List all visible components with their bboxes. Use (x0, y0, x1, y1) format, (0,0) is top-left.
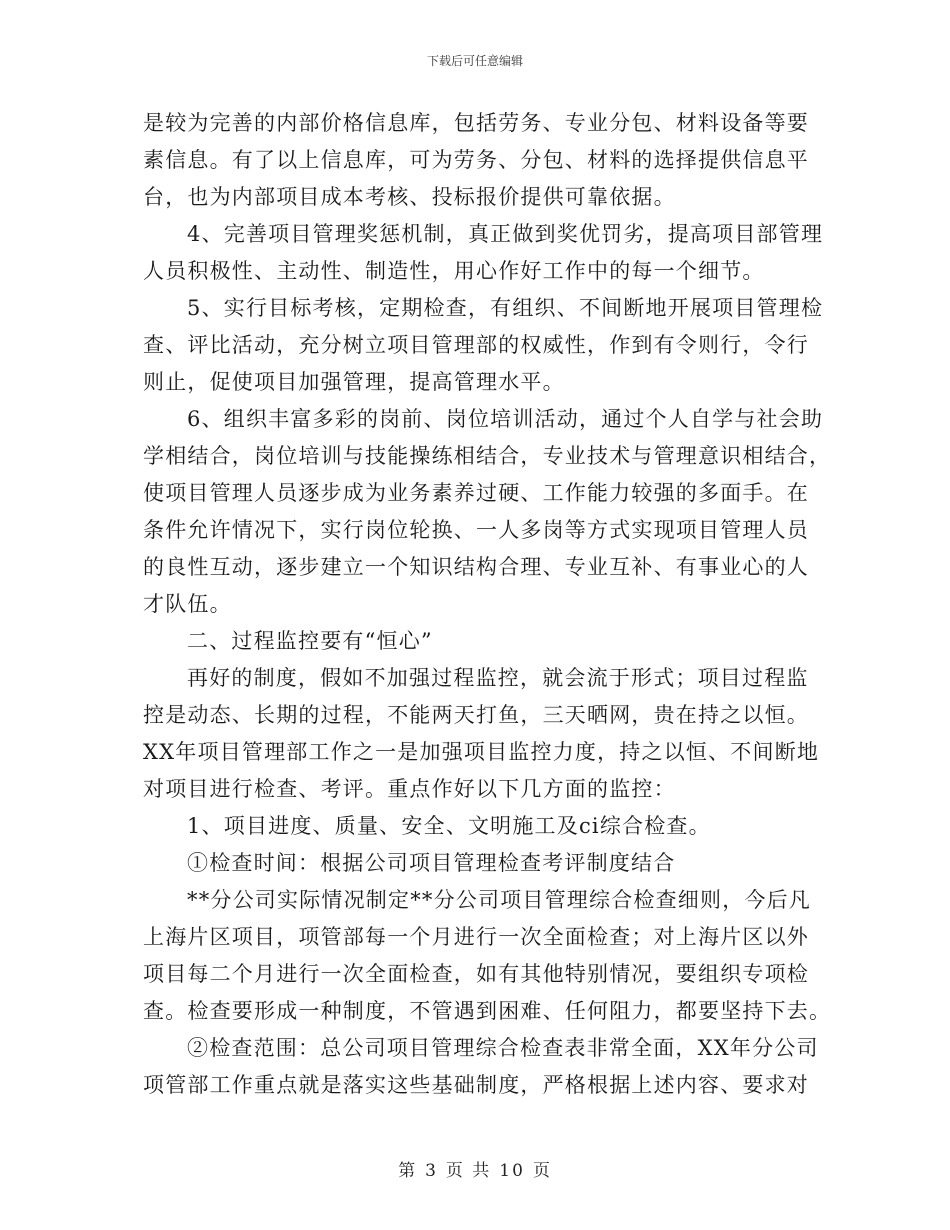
text-line: ②检查范围：总公司项目管理综合检查表非常全面，XX年分公司 (187, 1036, 819, 1060)
text-line: **分公司实际情况制定**分公司项目管理综合检查细则，今后凡 (187, 888, 811, 912)
text-line: 的良性互动，逐步建立一个知识结构合理、专业互补、有事业心的人 (143, 555, 809, 579)
text-line: 素信息。有了以上信息库，可为劳务、分包、材料的选择提供信息平 (143, 148, 809, 172)
text-line: XX年项目管理部工作之一是加强项目监控力度，持之以恒、不间断地 (143, 740, 820, 764)
page-header: 下载后可任意编辑 (426, 54, 523, 68)
text-line: 项目每二个月进行一次全面检查，如有其他特别情况，要组织专项检 (143, 962, 809, 986)
text-line: 项管部工作重点就是落实这些基础制度，严格根据上述内容、要求对 (143, 1073, 809, 1097)
text-line: 台，也为内部项目成本考核、投标报价提供可靠依据。 (143, 185, 676, 209)
text-line: 4、完善项目管理奖惩机制，真正做到奖优罚劣，提高项目部管理 (187, 222, 824, 246)
footer-total-pages: 10 (499, 1161, 525, 1181)
text-line: 查、评比活动，充分树立项目管理部的权威性，作到有令则行，令行 (143, 333, 809, 357)
text-line: 是较为完善的内部价格信息库，包括劳务、专业分包、材料设备等要 (143, 111, 809, 135)
text-line: 上海片区项目，项管部每一个月进行一次全面检查；对上海片区以外 (143, 925, 809, 949)
text-line: 条件允许情况下，实行岗位轮换、一人多岗等方式实现项目管理人员 (143, 518, 809, 542)
text-line: 再好的制度，假如不加强过程监控，就会流于形式；项目过程监 (187, 666, 809, 690)
footer-middle: 页 共 (445, 1161, 492, 1181)
text-line: 控是动态、长期的过程，不能两天打鱼，三天晒网，贵在持之以恒。 (143, 703, 809, 727)
text-line: ①检查时间：根据公司项目管理检查考评制度结合 (187, 851, 676, 875)
text-line: 使项目管理人员逐步成为业务素养过硬、工作能力较强的多面手。在 (143, 481, 809, 505)
text-line: 人员积极性、主动性、制造性，用心作好工作中的每一个细节。 (143, 259, 765, 283)
text-line: 二、过程监控要有“恒心” (187, 629, 433, 653)
text-line: 查。检查要形成一种制度，不管遇到困难、任何阻力，都要坚持下去。 (143, 999, 832, 1023)
text-line: 学相结合，岗位培训与技能操练相结合，专业技术与管理意识相结合， (143, 444, 832, 468)
text-line: 1、项目进度、质量、安全、文明施工及ci综合检查。 (187, 814, 711, 838)
page-footer (0, 1156, 950, 1181)
text-line: 则止，促使项目加强管理，提高管理水平。 (143, 370, 565, 394)
text-line: 5、实行目标考核，定期检查，有组织、不间断地开展项目管理检 (187, 296, 824, 320)
text-line: 对项目进行检查、考评。重点作好以下几方面的监控： (143, 777, 676, 801)
text-line: 才队伍。 (143, 592, 232, 616)
document-body (143, 105, 832, 1104)
footer-prefix: 第 (398, 1161, 418, 1181)
footer-page-number: 3 (425, 1161, 438, 1181)
text-line: 6、组织丰富多彩的岗前、岗位培训活动，通过个人自学与社会助 (187, 407, 824, 431)
footer-suffix: 页 (532, 1161, 552, 1181)
